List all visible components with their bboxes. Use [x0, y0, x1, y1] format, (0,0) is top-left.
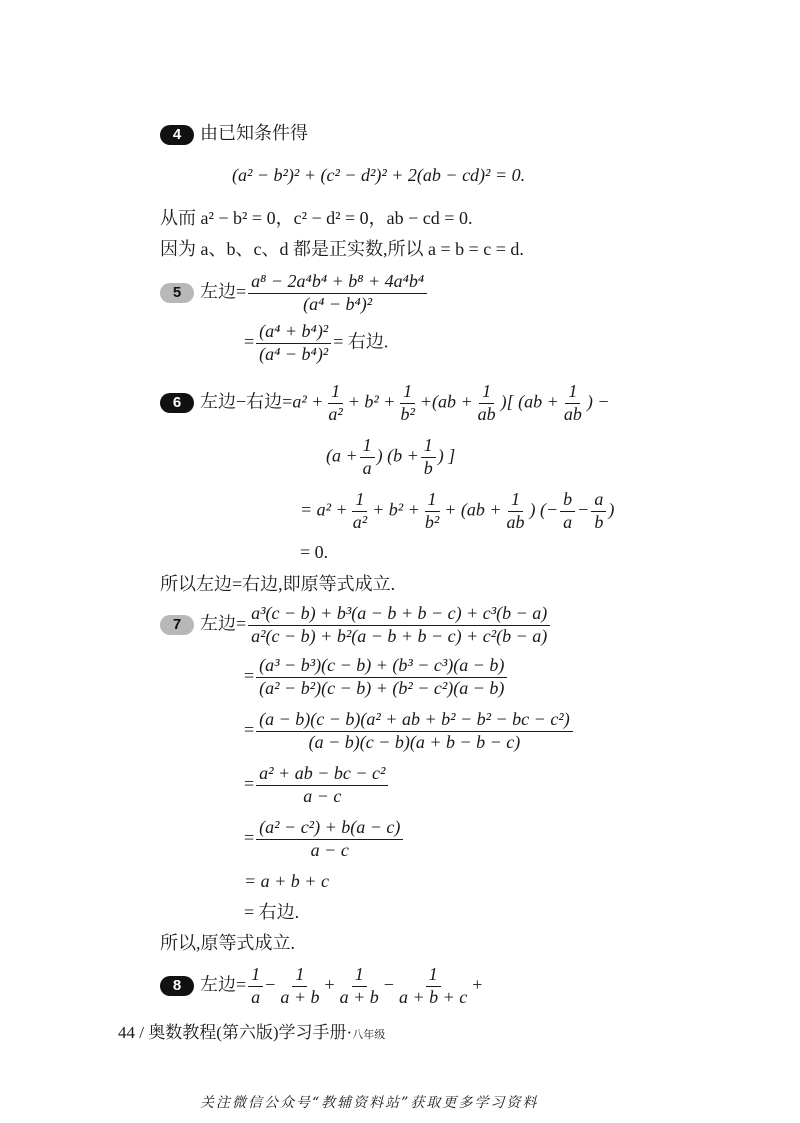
text: 左边=: [200, 281, 247, 302]
numerator: 1: [565, 382, 580, 404]
fraction: [350, 490, 370, 533]
fraction: [248, 272, 427, 315]
denominator: b: [423, 457, 433, 478]
denominator: a²: [352, 511, 368, 532]
fraction: [256, 656, 507, 699]
denominator: a: [362, 457, 372, 478]
text: 左边=: [200, 613, 247, 634]
term: + b² +: [372, 499, 420, 520]
problem-7-line2: [244, 656, 509, 699]
problem-4-intro: [160, 124, 308, 145]
fraction: [421, 436, 436, 479]
problem-6-line2: [326, 436, 455, 479]
term: ) (−: [529, 499, 559, 520]
term: −: [577, 499, 590, 520]
denominator: a + b: [280, 986, 320, 1007]
numerator: a³(c − b) + b³(a − b + b − c) + c³(b − a): [248, 604, 550, 626]
term: +: [419, 391, 433, 412]
fraction: [256, 818, 403, 861]
denominator: b²: [400, 403, 415, 424]
fraction: [337, 965, 382, 1008]
denominator: ab: [563, 403, 582, 424]
fraction: [504, 490, 528, 533]
operator: +: [324, 974, 335, 995]
denominator: a: [563, 511, 573, 532]
fraction: [475, 382, 499, 425]
numerator: 1: [421, 436, 436, 458]
fraction: [591, 490, 606, 533]
equals: =: [244, 773, 255, 794]
fraction: [256, 710, 573, 753]
term: = a² +: [300, 499, 348, 520]
problem-6-line4: = 0.: [300, 542, 329, 562]
fraction: [397, 382, 417, 425]
fraction: [248, 965, 263, 1008]
numerator: 1: [426, 965, 441, 987]
equals: =: [244, 827, 255, 848]
text: 左边−右边=: [200, 391, 293, 412]
term: a² +: [292, 391, 324, 412]
term: ): [608, 499, 615, 520]
problem-8-line1: [160, 965, 482, 1008]
book-title: 奥数教程(第六版)学习手册·: [148, 1023, 353, 1042]
problem-number-badge: 5: [160, 283, 194, 303]
fraction: [248, 604, 550, 647]
numerator: 1: [352, 490, 367, 512]
numerator: a: [591, 490, 606, 512]
numerator: 1: [425, 490, 440, 512]
denominator: a²: [328, 403, 343, 424]
problem-7-line4: [244, 764, 390, 807]
page-number: 44 /: [118, 1023, 144, 1042]
equals: =: [244, 719, 255, 740]
problem-7-line3: [244, 710, 575, 753]
text: = 右边.: [333, 331, 389, 352]
numerator: (a³ − b³)(c − b) + (b³ − c³)(a − b): [256, 656, 507, 678]
denominator: (a⁴ − b⁴)²: [303, 293, 373, 314]
conclusion: 所以左边=右边,即原等式成立.: [160, 574, 396, 594]
denominator: a − c: [310, 839, 349, 860]
numerator: a⁸ − 2a⁴b⁴ + b⁸ + 4a⁴b⁴: [248, 272, 427, 294]
term: (a +: [326, 445, 358, 466]
numerator: (a² − c²) + b(a − c): [256, 818, 403, 840]
denominator: a: [251, 986, 261, 1007]
equals: =: [244, 331, 255, 352]
fraction: [256, 322, 331, 365]
fraction: [256, 764, 388, 807]
denominator: b: [594, 511, 604, 532]
numerator: 1: [352, 965, 367, 987]
term: + (ab +: [444, 499, 502, 520]
fraction: [277, 965, 322, 1008]
conclusion: 所以,原等式成立.: [160, 933, 295, 953]
text-line: 因为 a、b、c、d 都是正实数,所以 a = b = c = d.: [160, 239, 524, 259]
fraction: [396, 965, 470, 1008]
denominator: ab: [506, 511, 525, 532]
problem-6-line1: [160, 382, 609, 425]
term: (ab +: [432, 391, 473, 412]
fraction: [360, 436, 375, 479]
denominator: (a⁴ − b⁴)²: [259, 343, 329, 364]
problem-7-line1: [160, 604, 552, 647]
operator: −: [383, 974, 394, 995]
problem-7-line7: = 右边.: [244, 902, 300, 922]
numerator: 1: [508, 490, 523, 512]
problem-6-line3: [300, 490, 614, 533]
denominator: a²(c − b) + b²(a − b + b − c) + c²(b − a): [251, 625, 548, 646]
term: ) ]: [437, 445, 456, 466]
problem-7-line6: = a + b + c: [244, 871, 329, 891]
problem-5-line2: [244, 322, 388, 365]
term: ): [500, 391, 507, 412]
problem-7-line5: [244, 818, 405, 861]
numerator: (a − b)(c − b)(a² + ab + b² − b² − bc − c²): [256, 710, 573, 732]
numerator: 1: [248, 965, 263, 987]
problem-number-badge: 8: [160, 976, 194, 996]
numerator: 1: [479, 382, 494, 404]
page-footer: [118, 1024, 385, 1043]
denominator: a + b + c: [398, 986, 468, 1007]
numerator: a² + ab − bc − c²: [256, 764, 388, 786]
numerator: 1: [292, 965, 307, 987]
fraction: [560, 490, 575, 533]
term: + b² +: [347, 391, 396, 412]
fraction: [422, 490, 442, 533]
term: ) −: [586, 391, 610, 412]
fraction: [561, 382, 585, 425]
denominator: ab: [477, 403, 496, 424]
numerator: 1: [400, 382, 415, 404]
denominator: (a² − b²)(c − b) + (b² − c²)(a − b): [259, 677, 505, 698]
fraction: [325, 382, 345, 425]
problem-number-badge: 7: [160, 615, 194, 635]
equation: (a² − b²)² + (c² − d²)² + 2(ab − cd)² = 0.: [232, 165, 526, 185]
term: [ (ab +: [506, 391, 559, 412]
text: 左边=: [200, 974, 247, 995]
operator: −: [265, 974, 276, 995]
numerator: b: [560, 490, 575, 512]
promo-note: 关注微信公众号“教辅资料站”获取更多学习资料: [200, 1095, 539, 1111]
denominator: (a − b)(c − b)(a + b − b − c): [308, 731, 521, 752]
denominator: a − c: [303, 785, 342, 806]
problem-number-badge: 4: [160, 125, 194, 145]
numerator: (a⁴ + b⁴)²: [256, 322, 331, 344]
text: 由已知条件得: [200, 123, 308, 143]
operator: +: [472, 974, 483, 995]
numerator: 1: [328, 382, 343, 404]
problem-number-badge: 6: [160, 393, 194, 413]
denominator: b²: [424, 511, 440, 532]
term: ) (b +: [376, 445, 419, 466]
denominator: a + b: [339, 986, 379, 1007]
grade-label: 八年级: [352, 1029, 386, 1041]
equals: =: [244, 665, 255, 686]
problem-5-line1: [160, 272, 429, 315]
numerator: 1: [360, 436, 375, 458]
text-line: 从而 a² − b² = 0，c² − d² = 0，ab − cd = 0.: [160, 208, 473, 228]
